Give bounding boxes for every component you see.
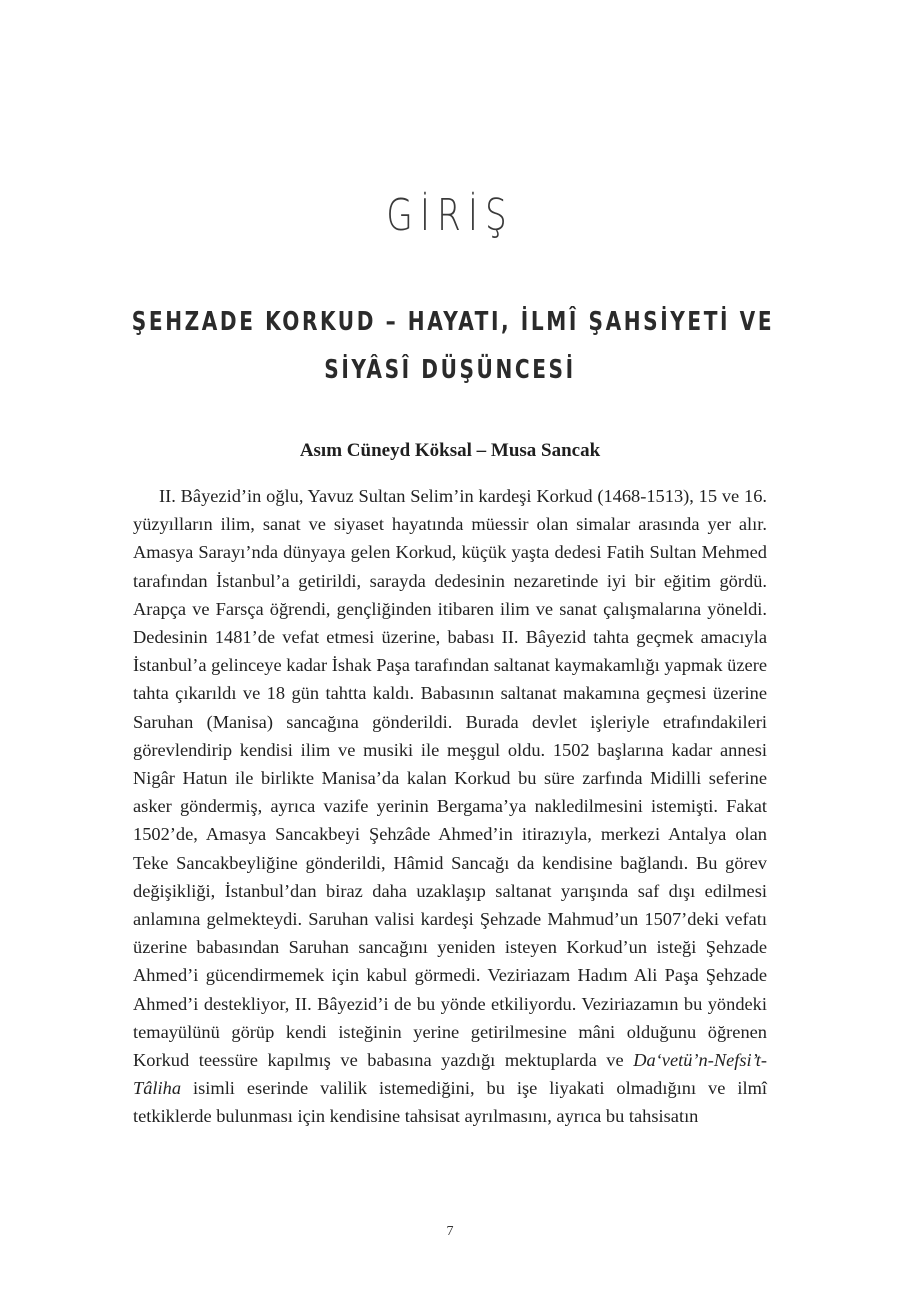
section-label: GİRİŞ bbox=[386, 190, 514, 241]
work-title-italic: Da‘vetü’n-Nefsi’t-Tâliha bbox=[133, 1050, 767, 1099]
body-paragraph bbox=[133, 482, 767, 1131]
body-text-part-1: II. Bâyezid’in oğlu, Yavuz Sultan Selim’in kardeşi Korkud (1468-1513), 15 ve 16. yüzyılların ilim, sanat ve siyaset hayatında müessir olan simalar arasında yer alır. Amasya Sarayı’nda dünyaya gelen Korkud, küçük yaşta dedesi Fatih Sultan Mehmed tarafından İstanbul’a getirildi, sarayda dedesinin nezaretinde iyi bir eğitim gördü. Arapça ve Farsça öğrendi, gençliğinden itibaren ilim ve sanat çalışmalarına yöneldi. Dedesinin 1481’de vefat etmesi üzerine, babası II. Bâyezid tahta geçmek amacıyla İstanbul’a gelinceye kadar İshak Paşa tarafından saltanat kaymakamlığı yapmak üzere tahta çıkarıldı ve 18 gün tahtta kaldı. Babasının saltanat makamına geçmesi üzerine Saruhan (Manisa) sancağına gönderildi. Burada devlet işleriyle etrafındakileri görevlendirip kendisi ilim ve musiki ile meşgul oldu. 1502 başlarına kadar annesi Nigâr Hatun ile birlikte Manisa’da kalan Korkud bu süre zarfında Midilli seferine asker göndermiş, ayrıca vazife yerinin Bergama’ya nakledilmesini istemişti. Fakat 1502’de, Amasya Sancakbeyi Şehzâde Ahmed’in itirazıyla, merkezi Antalya olan Teke Sancakbeyliğine gönderildi, Hâmid Sancağı da kendisine bağlandı. Bu görev değişikliği, İstanbul’dan biraz daha uzaklaşıp saltanat yarışında saf dışı edilmesi anlamına gelmekteydi. Saruhan valisi kardeşi Şehzade Mahmud’un 1507’deki vefatı üzerine babasından Saruhan sancağını yeniden isteyen Korkud’un isteği Şehzade Ahmed’i gücendirmemek için kabul görmedi. Veziriazam Hadım Ali Paşa Şehzade Ahmed’i destekliyor, II. Bâyezid’i de bu yönde etkiliyordu. Veziriazamın bu yöndeki temayülünü görüp kendi isteğinin yerine getirilmesine mâni olduğunu öğrenen Korkud teessüre kapılmış ve babasına yazdığı mektuplarda ve bbox=[133, 486, 767, 1071]
chapter-title bbox=[80, 298, 820, 394]
body-text-part-2: isimli eserinde valilik istemediğini, bu işe liyakati olmadığını ve ilmî tetkiklerde bulunması için kendisine tahsisat ayrılmasını, ayrıca bu tahsisatın bbox=[133, 1078, 767, 1127]
chapter-title-line-1: ŞEHZADE KORKUD – HAYATI, İLMÎ ŞAHSİYETİ VE bbox=[131, 307, 775, 337]
page-number: 7 bbox=[446, 1224, 454, 1239]
chapter-title-line-2: SİYÂSÎ DÜŞÜNCESİ bbox=[324, 355, 576, 385]
body-text bbox=[133, 482, 767, 1131]
authors-byline: Asım Cüneyd Köksal – Musa Sancak bbox=[299, 440, 601, 461]
